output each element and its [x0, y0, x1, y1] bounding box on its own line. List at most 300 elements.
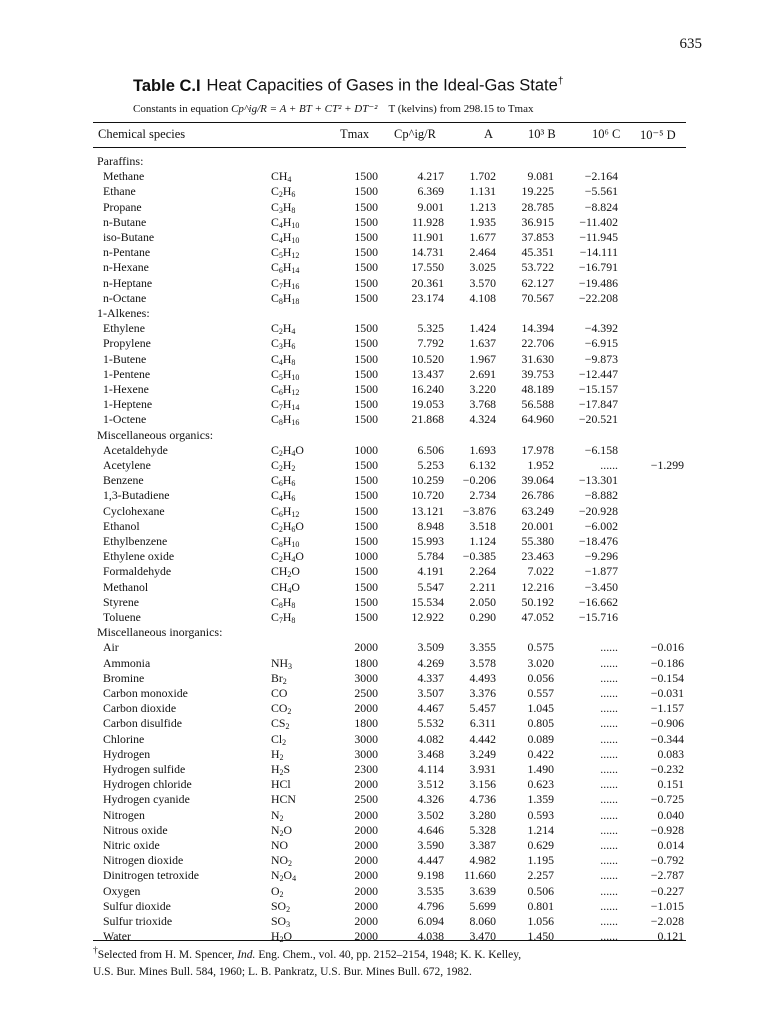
cell-tmax: 1800	[354, 716, 378, 731]
cell-b: 0.805	[527, 716, 554, 731]
cell-name: Hydrogen	[103, 746, 151, 761]
cell-name: Carbon monoxide	[103, 686, 188, 700]
cell-d: −2.787	[650, 868, 684, 883]
cell-b: 63.249	[521, 503, 554, 518]
cell-name: Chlorine	[103, 731, 145, 746]
cell-b: 1.359	[527, 792, 554, 807]
cell-a: 6.132	[469, 458, 496, 472]
cell-a: 3.470	[469, 929, 496, 944]
table-row	[0, 397, 768, 412]
cell-formula: $C_7H_{16}$	[271, 275, 300, 291]
cell-formula: $CH_4O$	[271, 579, 300, 595]
cell-b: 37.853	[521, 230, 554, 244]
cell-formula: $H_2O$	[271, 929, 293, 945]
cell-name: 1-Octene	[103, 412, 147, 427]
cell-c: −15.716	[578, 610, 618, 624]
cell-formula: NO	[271, 838, 289, 852]
cell-tmax: 1500	[354, 382, 378, 396]
footnote-mark: †	[93, 945, 98, 956]
cell-cp: 9.198	[417, 868, 444, 883]
cell-cp: 10.520	[411, 351, 444, 366]
cell-d: −1.299	[650, 458, 684, 472]
group-label: Miscellaneous inorganics:	[97, 625, 223, 640]
table-row	[0, 686, 768, 701]
header-tmax: Tmax	[340, 127, 370, 141]
cell-c: ......	[600, 716, 618, 731]
header-d: 10⁻⁵ D	[640, 128, 676, 142]
cell-c: −4.392	[584, 321, 618, 336]
cell-cp: 23.174	[411, 290, 444, 305]
cell-name: Hydrogen chloride	[103, 777, 192, 792]
cell-a: 3.156	[469, 777, 496, 792]
cell-tmax: 1500	[354, 594, 378, 609]
table-row	[0, 336, 768, 351]
cell-name: Ethylene	[103, 321, 145, 336]
cell-name: Water	[103, 929, 131, 944]
cell-d: 0.151	[657, 777, 684, 792]
cell-b: 0.056	[527, 670, 554, 685]
header-bottom-rule	[93, 147, 686, 148]
cell-formula: $C_8H_{10}$	[271, 534, 300, 549]
cell-formula: $C_8H_8$	[271, 594, 296, 610]
cell-b: 0.629	[527, 838, 554, 852]
cell-d: −0.725	[650, 792, 684, 807]
cell-cp: 3.512	[417, 777, 444, 792]
cell-a: 1.677	[469, 230, 496, 244]
cell-a: 5.328	[469, 822, 496, 837]
cell-b: 55.380	[521, 534, 554, 548]
cell-a: 1.131	[469, 184, 496, 199]
cell-formula: $C_6H_{12}$	[271, 503, 300, 519]
cell-d: 0.083	[657, 746, 684, 761]
cell-b: 19.225	[521, 184, 554, 199]
cell-cp: 20.361	[411, 275, 444, 290]
cell-name: n-Pentane	[103, 245, 151, 260]
cell-a: 3.249	[469, 746, 496, 761]
footnote-text-3: U.S. Bur. Mines Bull. 584, 1960; L. B. Pankratz, U.S. Bur. Mines Bull. 672, 1982.	[93, 965, 472, 978]
cell-name: n-Hexane	[103, 260, 149, 275]
cell-formula: CO	[271, 686, 288, 700]
cell-c: −16.662	[578, 594, 618, 609]
cell-b: 36.915	[521, 214, 554, 229]
header-species: Chemical species	[98, 127, 186, 141]
cell-c: −8.882	[584, 488, 618, 503]
heat-capacity-equation: Cp^ig/R = A + BT + CT² + DT⁻²	[231, 103, 378, 115]
cell-b: 0.623	[527, 777, 554, 792]
cell-c: ......	[600, 701, 618, 716]
header-cp: Cp^ig/R	[394, 127, 436, 141]
cell-name: n-Octane	[103, 290, 147, 305]
cell-name: Ethanol	[103, 518, 140, 533]
table-row	[0, 838, 768, 853]
table-row	[0, 412, 768, 427]
cell-name: Bromine	[103, 670, 145, 685]
cell-c: ......	[600, 914, 618, 928]
table-row	[0, 245, 768, 260]
cell-c: ......	[600, 822, 618, 837]
cell-b: 0.506	[527, 883, 554, 898]
cell-c: −6.002	[584, 518, 618, 533]
table-row	[0, 169, 768, 184]
cell-c: −2.164	[584, 169, 618, 184]
cell-name: Nitric oxide	[103, 838, 160, 852]
cell-tmax: 1500	[354, 275, 378, 290]
cell-c: −20.521	[578, 412, 618, 427]
cell-b: 0.557	[527, 686, 554, 700]
cell-b: 39.064	[521, 473, 554, 488]
cell-name: Styrene	[103, 594, 140, 609]
cell-d: −0.792	[650, 853, 684, 868]
cell-formula: $C_2H_4O$	[271, 549, 304, 565]
cell-cp: 17.550	[411, 260, 444, 275]
cell-cp: 4.217	[417, 169, 444, 184]
table-top-rule	[93, 122, 686, 123]
cell-cp: 3.535	[417, 883, 444, 898]
cell-formula: $C_2H_4O$	[271, 442, 304, 458]
cell-formula: $CH_4$	[271, 169, 292, 185]
cell-tmax: 2000	[354, 777, 378, 792]
footnote-journal: Ind.	[237, 948, 256, 961]
table-row	[0, 595, 768, 610]
cell-name: Hydrogen sulfide	[103, 762, 186, 776]
table-row	[0, 610, 768, 625]
cell-name: Air	[103, 640, 119, 655]
cell-cp: 4.114	[417, 762, 444, 776]
cell-tmax: 1500	[354, 366, 378, 381]
cell-c: −16.791	[578, 260, 618, 275]
cell-formula: $SO_3$	[271, 914, 291, 929]
cell-c: −5.561	[584, 184, 618, 199]
cell-cp: 4.191	[417, 564, 444, 579]
cell-tmax: 2000	[354, 822, 378, 837]
cell-cp: 5.325	[417, 321, 444, 336]
cell-cp: 15.534	[411, 594, 444, 609]
cell-tmax: 1500	[354, 336, 378, 351]
cell-b: 31.630	[521, 351, 554, 366]
cell-cp: 10.720	[411, 488, 444, 503]
cell-formula: $C_6H_6$	[271, 473, 296, 489]
cell-name: iso-Butane	[103, 230, 155, 244]
cell-a: 3.578	[469, 655, 496, 670]
cell-a: 1.967	[469, 351, 496, 366]
cell-c: −3.450	[584, 579, 618, 594]
cell-a: 6.311	[469, 716, 496, 731]
cell-name: Acetaldehyde	[103, 442, 168, 457]
table-row	[0, 321, 768, 336]
cell-cp: 5.784	[417, 549, 444, 564]
cell-cp: 4.646	[417, 822, 444, 837]
cell-cp: 4.326	[417, 792, 444, 807]
cell-b: 56.588	[521, 397, 554, 412]
cell-tmax: 1500	[354, 245, 378, 260]
cell-c: −12.447	[578, 366, 618, 381]
cell-name: Oxygen	[103, 883, 141, 898]
cell-cp: 4.082	[417, 731, 444, 746]
cell-formula: $C_7H_8$	[271, 610, 296, 625]
cell-c: −1.877	[584, 564, 618, 579]
group-label: 1-Alkenes:	[97, 306, 150, 320]
cell-name: Sulfur dioxide	[103, 898, 171, 913]
cell-d: −1.015	[650, 898, 684, 913]
cell-a: 4.108	[469, 290, 496, 305]
cell-c: −13.301	[578, 473, 618, 488]
cell-tmax: 2000	[354, 853, 378, 868]
cell-b: 0.801	[527, 898, 554, 913]
cell-b: 39.753	[521, 366, 554, 381]
cell-cp: 16.240	[411, 382, 444, 396]
table-subtitle	[133, 102, 534, 115]
title-footnote-mark: †	[557, 76, 564, 87]
cell-c: −14.111	[579, 245, 618, 260]
cell-d: −1.157	[650, 701, 684, 716]
cell-a: 1.424	[469, 321, 496, 336]
cell-cp: 14.731	[411, 245, 444, 260]
cell-formula: $H_2$	[271, 746, 284, 762]
cell-tmax: 2000	[354, 807, 378, 822]
cell-b: 1.045	[527, 701, 554, 716]
cell-c: ......	[600, 868, 618, 883]
cell-a: 2.211	[469, 579, 496, 594]
cell-name: 1-Butene	[103, 351, 147, 366]
cell-tmax: 2300	[354, 762, 378, 776]
header-a: A	[484, 127, 494, 141]
table-row	[0, 716, 768, 731]
cell-a: 2.464	[469, 245, 496, 260]
table-row	[0, 549, 768, 564]
footnote-text-1: Selected from H. M. Spencer,	[97, 948, 238, 961]
cell-formula: $C_2H_4$	[271, 321, 296, 337]
cell-tmax: 2000	[354, 701, 378, 716]
cell-c: −11.402	[579, 214, 618, 229]
cell-b: 7.022	[527, 564, 554, 579]
cell-c: −17.847	[578, 397, 618, 412]
cell-name: Carbon dioxide	[103, 701, 177, 716]
cell-c: ......	[600, 929, 618, 944]
cell-formula: $C_8H_{16}$	[271, 412, 300, 428]
cell-name: Hydrogen cyanide	[103, 792, 190, 807]
cell-b: 45.351	[521, 245, 554, 260]
table-row	[0, 200, 768, 215]
cell-b: 1.952	[527, 458, 554, 472]
cell-d: −0.344	[650, 731, 684, 746]
page-number: 635	[679, 36, 702, 52]
cell-c: ......	[600, 762, 618, 776]
cell-d: 0.014	[657, 838, 684, 852]
cell-c: ......	[600, 807, 618, 822]
table-row	[0, 504, 768, 519]
cell-name: Methane	[103, 169, 145, 184]
cell-formula: $Cl_2$	[271, 731, 287, 747]
table-row	[0, 671, 768, 686]
cell-formula: $C_4H_{10}$	[271, 214, 300, 230]
cell-c: −9.296	[584, 549, 618, 564]
cell-c: ......	[600, 655, 618, 670]
table-row	[0, 884, 768, 899]
cell-tmax: 2000	[354, 898, 378, 913]
cell-d: −2.028	[650, 914, 684, 928]
cell-name: n-Butane	[103, 214, 147, 229]
cell-a: 2.050	[469, 594, 496, 609]
table-row	[0, 519, 768, 534]
cell-d: 0.040	[657, 807, 684, 822]
table-row	[0, 732, 768, 747]
cell-a: 2.691	[469, 366, 496, 381]
cell-tmax: 1500	[354, 397, 378, 412]
cell-cp: 3.468	[417, 746, 444, 761]
table-row	[0, 352, 768, 367]
cell-cp: 5.253	[417, 458, 444, 472]
cell-name: Ammonia	[103, 655, 151, 670]
cell-a: 1.213	[469, 199, 496, 214]
cell-d: 0.121	[657, 929, 684, 944]
cell-b: 0.575	[527, 640, 554, 655]
table-row	[0, 488, 768, 503]
table-title	[133, 76, 563, 96]
cell-b: 17.978	[521, 442, 554, 457]
cell-tmax: 1000	[354, 442, 378, 457]
cell-tmax: 2000	[354, 914, 378, 928]
table-bottom-rule	[93, 940, 686, 941]
cell-formula: $NO_2$	[271, 853, 293, 869]
table-row	[0, 230, 768, 245]
cell-a: 3.639	[469, 883, 496, 898]
table-row	[0, 792, 768, 807]
cell-name: Propylene	[103, 336, 151, 351]
cell-tmax: 2000	[354, 929, 378, 944]
cell-tmax: 2500	[354, 792, 378, 807]
cell-formula: $C_7H_{14}$	[271, 397, 300, 413]
cell-c: ......	[600, 686, 618, 700]
cell-name: Ethylene oxide	[103, 549, 175, 564]
cell-a: 3.570	[469, 275, 496, 290]
cell-b: 1.450	[527, 929, 554, 944]
table-row	[0, 458, 768, 473]
cell-c: −6.158	[584, 442, 618, 457]
group-label: Miscellaneous organics:	[97, 427, 214, 442]
cell-tmax: 2000	[354, 883, 378, 898]
cell-formula: $C_6H_{14}$	[271, 260, 300, 276]
cell-c: −20.928	[578, 503, 618, 518]
table-row	[0, 260, 768, 275]
cell-formula: $N_2$	[271, 807, 284, 823]
cell-tmax: 1500	[354, 321, 378, 336]
cell-formula: $C_4H_{10}$	[271, 230, 300, 245]
subtitle-prefix: Constants in equation	[133, 103, 232, 115]
cell-tmax: 1500	[354, 503, 378, 518]
cell-c: ......	[600, 883, 618, 898]
cell-a: 1.935	[469, 214, 496, 229]
cell-tmax: 1500	[354, 184, 378, 199]
cell-tmax: 1500	[354, 579, 378, 594]
cell-b: 2.257	[527, 868, 554, 883]
cell-c: ......	[600, 898, 618, 913]
table-row	[0, 473, 768, 488]
cell-tmax: 1800	[354, 655, 378, 670]
cell-a: 3.280	[469, 807, 496, 822]
cell-name: Sulfur trioxide	[103, 914, 173, 928]
cell-c: ......	[600, 792, 618, 807]
cell-name: Cyclohexane	[103, 503, 165, 518]
cell-tmax: 2000	[354, 838, 378, 852]
cell-name: Acetylene	[103, 458, 151, 472]
cell-formula: $C_2H_6O$	[271, 518, 304, 534]
cell-b: 47.052	[521, 610, 554, 624]
cell-cp: 6.506	[417, 442, 444, 457]
cell-b: 12.216	[521, 579, 554, 594]
cell-formula: $C_8H_{18}$	[271, 290, 300, 306]
cell-d: −0.016	[650, 640, 684, 655]
cell-c: ......	[600, 731, 618, 746]
cell-a: 3.355	[469, 640, 496, 655]
cell-formula: $C_6H_{12}$	[271, 382, 300, 397]
cell-formula: $O_2$	[271, 883, 284, 899]
cell-name: Dinitrogen tetroxide	[103, 868, 199, 883]
cell-c: −22.208	[578, 290, 618, 305]
cell-d: −0.186	[650, 655, 684, 670]
cell-cp: 15.993	[411, 534, 444, 548]
cell-cp: 19.053	[411, 397, 444, 412]
table-row	[0, 382, 768, 397]
table-row	[0, 701, 768, 716]
cell-formula: $N_2O_4$	[271, 868, 297, 884]
cell-a: −3.876	[462, 503, 496, 518]
cell-formula: $C_2H_6$	[271, 184, 296, 200]
cell-a: 11.660	[463, 868, 496, 883]
cell-tmax: 1500	[354, 564, 378, 579]
cell-cp: 4.447	[417, 853, 444, 868]
group-label: Paraffins:	[97, 154, 144, 168]
cell-d: −0.154	[650, 670, 684, 685]
cell-cp: 12.922	[411, 610, 444, 624]
cell-c: ......	[600, 853, 618, 868]
cell-name: Nitrous oxide	[103, 822, 168, 837]
cell-tmax: 3000	[354, 746, 378, 761]
cell-a: 2.264	[469, 564, 496, 579]
cell-cp: 10.259	[411, 473, 444, 488]
cell-cp: 13.121	[411, 503, 444, 518]
cell-cp: 11.928	[411, 214, 444, 229]
cell-c: −11.945	[579, 230, 618, 244]
table-row	[0, 656, 768, 671]
table-row	[0, 868, 768, 883]
cell-a: 3.931	[469, 762, 496, 776]
cell-formula: $Br_2$	[271, 670, 287, 686]
cell-c: −8.824	[584, 199, 618, 214]
cell-c: ......	[600, 777, 618, 792]
cell-a: 4.442	[469, 731, 496, 746]
cell-b: 0.422	[527, 746, 554, 761]
cell-cp: 7.792	[417, 336, 444, 351]
cell-tmax: 1500	[354, 214, 378, 229]
cell-b: 14.394	[521, 321, 554, 336]
cell-formula: $C_4H_6$	[271, 488, 296, 504]
cell-b: 23.463	[521, 549, 554, 564]
cell-a: 3.025	[469, 260, 496, 275]
cell-cp: 6.094	[417, 914, 444, 928]
cell-name: Propane	[103, 199, 142, 214]
cell-tmax: 1500	[354, 199, 378, 214]
cell-a: 1.693	[469, 442, 496, 457]
cell-name: Ethane	[103, 184, 136, 199]
cell-formula: $C_2H_2$	[271, 458, 296, 473]
cell-name: 1-Hexene	[103, 382, 149, 396]
cell-b: 26.786	[521, 488, 554, 503]
cell-name: n-Heptane	[103, 275, 153, 290]
cell-formula: $C_3H_8$	[271, 199, 296, 215]
cell-c: ......	[600, 838, 618, 852]
cell-a: 3.220	[469, 382, 496, 396]
cell-cp: 21.868	[411, 412, 444, 427]
